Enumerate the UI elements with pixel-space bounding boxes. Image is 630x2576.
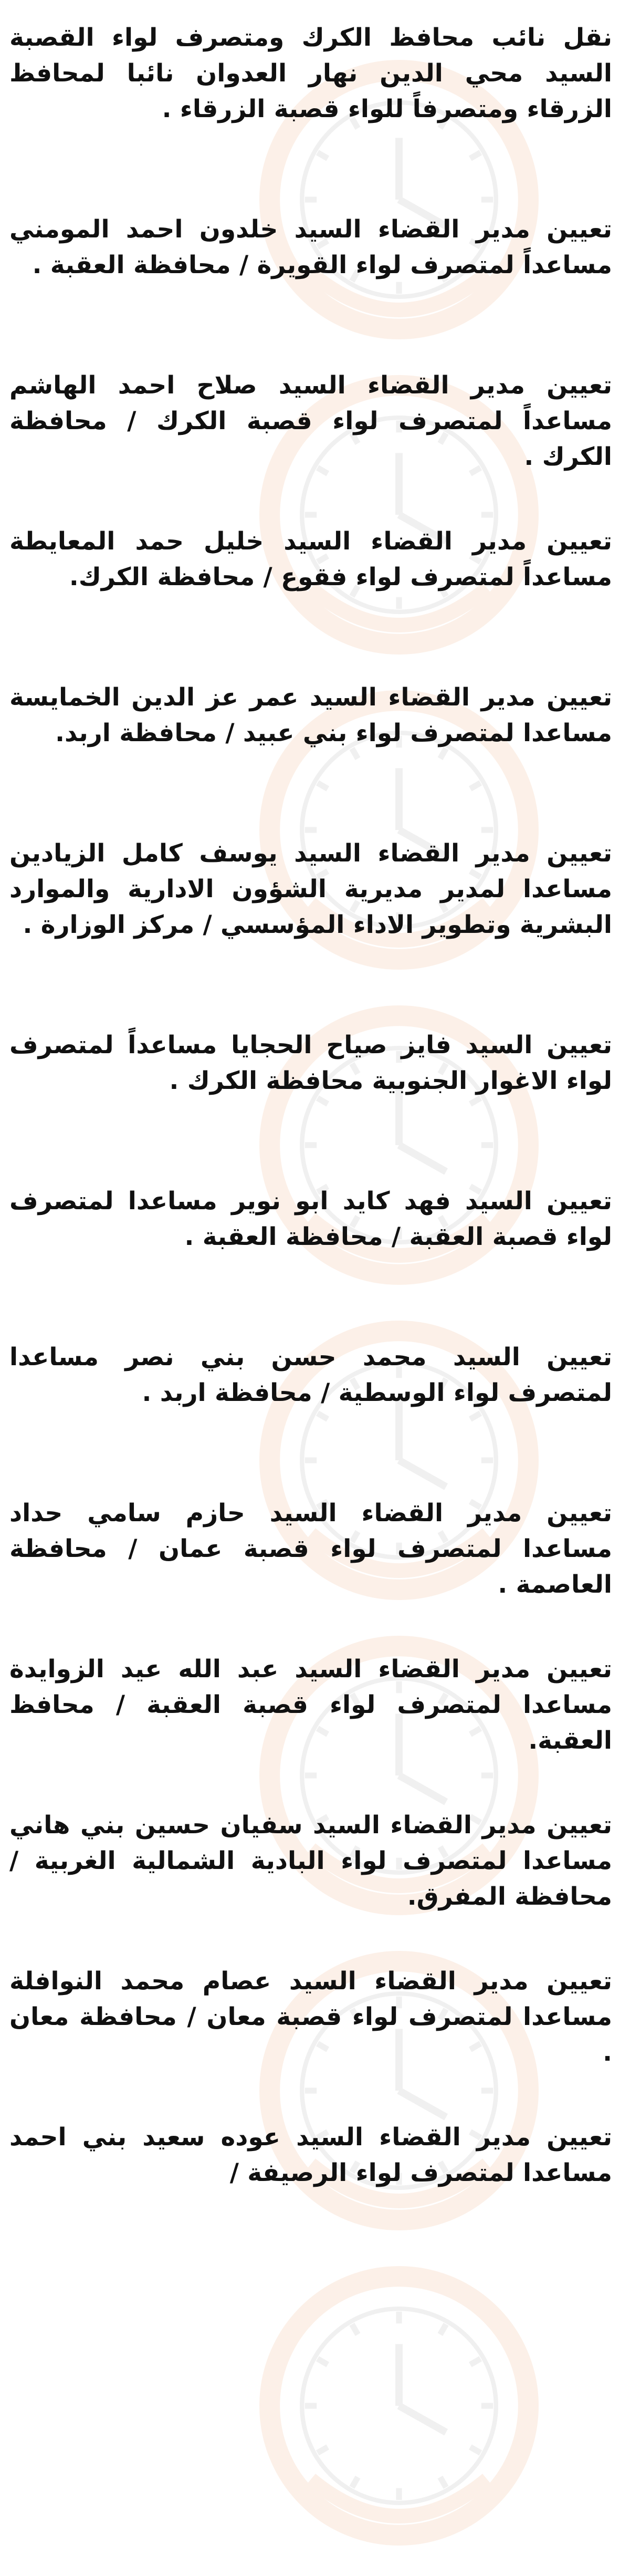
announcement-paragraph: نقل نائب محافظ الكرك ومتصرف لواء القصبة السيد محي الدين نهار العدوان نائبا لمحافظ الزرقاء ومتصرفاً للواء قصبة الزرقاء .: [9, 23, 612, 123]
announcement-paragraph: تعيين مدير القضاء السيد عصام محمد النوافلة مساعدا لمتصرف لواء قصبة معان / محافظة معان .: [9, 1967, 612, 2067]
announcement-paragraph: تعيين مدير القضاء السيد يوسف كامل الزيادين مساعدا لمدير مديرية الشؤون الادارية والموارد البشرية وتطوير الاداء المؤسسي / مركز الوزارة .: [9, 839, 612, 939]
announcement-paragraph: تعيين مدير القضاء السيد عبد الله عيد الزوايدة مساعدا لمتصرف لواء قصبة العقبة / محافظ العقبة.: [9, 1655, 612, 1755]
announcement-paragraph: تعيين مدير القضاء السيد صلاح احمد الهاشم مساعداً لمتصرف لواء قصبة الكرك / محافظة الكرك .: [9, 371, 612, 471]
announcement-paragraph: تعيين مدير القضاء السيد خلدون احمد المومني مساعداً لمتصرف لواء القويرة / محافظة العقبة .: [9, 215, 612, 279]
announcement-paragraph: تعيين مدير القضاء السيد سفيان حسين بني هاني مساعدا لمتصرف لواء البادية الشمالية الغربية /محافظة المفرق.: [9, 1811, 612, 1911]
announcement-paragraph: تعيين السيد فهد كايد ابو نوير مساعدا لمتصرف لواء قصبة العقبة / محافظة العقبة .: [9, 1187, 612, 1251]
announcement-paragraph: تعيين مدير القضاء السيد عمر عز الدين الخمايسة مساعدا لمتصرف لواء بني عبيد / محافظة اربد.: [9, 683, 612, 747]
clock-logo-watermark-icon: [252, 2259, 546, 2553]
announcement-paragraph: تعيين السيد فايز صياح الحجايا مساعداً لمتصرف لواء الاغوار الجنوبية محافظة الكرك .: [9, 1031, 612, 1095]
announcement-paragraph: تعيين مدير القضاء السيد حازم سامي حداد مساعدا لمتصرف لواء قصبة عمان / محافظة العاصمة .: [9, 1499, 612, 1599]
announcement-paragraph: تعيين مدير القضاء السيد خليل حمد المعايطة مساعداً لمتصرف لواء فقوع / محافظة الكرك.: [9, 527, 612, 591]
announcement-paragraph: تعيين السيد محمد حسن بني نصر مساعدا لمتصرف لواء الوسطية / محافظة اربد .: [9, 1343, 612, 1407]
announcement-paragraph: تعيين مدير القضاء السيد عوده سعيد بني احمد مساعدا لمتصرف لواء الرصيفة /: [9, 2123, 612, 2187]
